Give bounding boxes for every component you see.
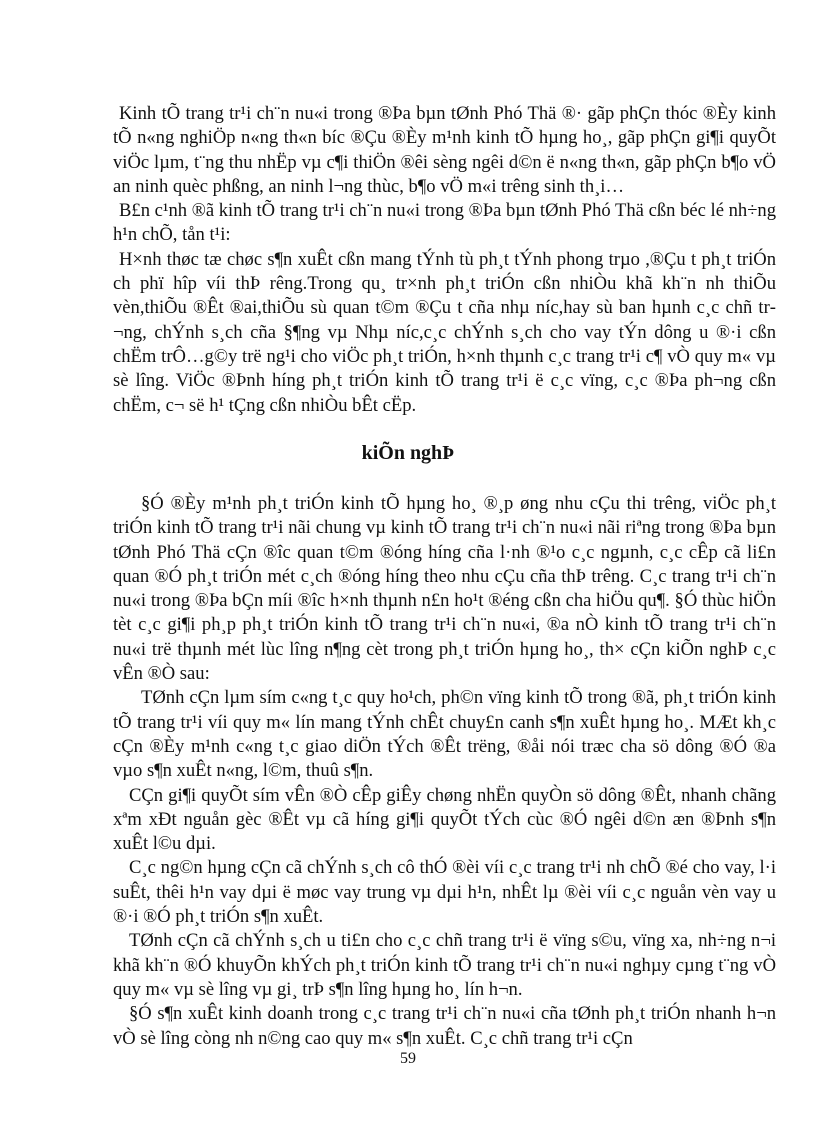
paragraph: CÇn gi¶i quyÕt sím vÊn ®Ò cÊp giÊy chøng nhËn quyÒn sö dông ®Êt, nhanh chãng xªm xÐt nguån gèc ®Êt vµ cã híng gi¶i quyÕt tÝch cùc ®Ó ngêi d©n æn ®Þnh s¶n xuÊt l©u dµi.: [113, 784, 776, 855]
paragraph: §Ó s¶n xuÊt kinh doanh trong c¸c trang tr¹i ch¨n nu«i cña tØnh ph¸t triÓn nhanh h¬n vÒ sè lîng còng nh n©ng cao quy m« s¶n xuÊt. C¸c chñ trang tr¹i cÇn: [113, 1003, 776, 1049]
section-intro: [113, 102, 776, 418]
section-heading: kiÕn nghÞ: [361, 442, 455, 464]
page-number: 59: [400, 1050, 416, 1067]
paragraph: C¸c ng©n hµng cÇn cã chÝnh s¸ch cô thÓ ®èi víi c¸c trang tr¹i nh chÕ ®é cho vay, l·i suÊt, thêi h¹n vay dµi ë møc vay trung vµ dµi h¹n, nhÊt lµ ®èi víi c¸c nguån vèn vay u ®·i ®Ó ph¸t triÓn s¶n xuÊt.: [113, 857, 776, 928]
paragraph: Kinh tÕ trang tr¹i ch¨n nu«i trong ®Þa bµn tØnh Phó Thä ®· gãp phÇn thóc ®Èy kinh tÕ n«ng nghiÖp n«ng th«n bíc ®Çu ®Èy m¹nh kinh tÕ hµng ho¸, gãp phÇn gi¶i quyÕt viÖc lµm, t¨ng thu nhËp vµ c¶i thiÖn ®êi sèng ngêi d©n ë n«ng th«n, gãp phÇn b¶o vÖ an ninh quèc phßng, an ninh l¬ng thùc, b¶o vÖ m«i trêng sinh th¸i…: [113, 103, 776, 197]
paragraph: TØnh cÇn cã chÝnh s¸ch u ti£n cho c¸c chñ trang tr¹i ë vïng s©u, vïng xa, nh÷ng n¬i khã kh¨n ®Ó khuyÕn khÝch ph¸t triÓn kinh tÕ trang tr¹i ch¨n nu«i nghµy cµng t¨ng vÒ quy m« vµ sè lîng vµ gi¸ trÞ s¶n lîng hµng ho¸ lín h¬n.: [113, 930, 776, 1000]
paragraph: TØnh cÇn lµm sím c«ng t¸c quy ho¹ch, ph©n vïng kinh tÕ trong ®ã, ph¸t triÓn kinh tÕ trang tr¹i víi quy m« lín mang tÝnh chÊt chuy£n canh s¶n xuÊt hµng ho¸. MÆt kh¸c cÇn ®Èy m¹nh c«ng t¸c giao diÖn tÝch ®Êt trëng, ®åi nói træc cha sö dông ®Ó ®a vµo s¶n xuÊt n«ng, l©m, thuû s¶n.: [113, 687, 776, 782]
section-recommendations: [113, 492, 776, 1051]
paragraph: B£n c¹nh ®ã kinh tÕ trang tr¹i ch¨n nu«i trong ®Þa bµn tØnh Phó Thä cßn béc lé nh÷ng h¹n chÕ, tån t¹i:: [113, 200, 776, 246]
paragraph: H×nh thøc tæ chøc s¶n xuÊt cßn mang tÝnh tù ph¸t tÝnh phong trµo ,®Çu t ph¸t triÓn ch phï hîp víi thÞ rêng.Trong qu¸ tr×nh ph¸t triÓn cßn nhiÒu khã kh¨n nh thiÕu vèn,thiÕu ®Êt ®ai,thiÕu sù quan t©m ®Çu t cña nhµ níc,hay sù ban hµnh c¸c chñ tr¬ng, chÝnh s¸ch cña §¶ng vµ Nhµ níc,c¸c chÝnh s¸ch cho vay tÝn dông u ®·i cßn chËm trÔ…g©y trë ng¹i cho viÖc ph¸t triÓn, h×nh thµnh c¸c trang tr¹i c¶ vÒ quy m« vµ sè lîng. ViÖc ®Þnh híng ph¸t triÓn kinh tÕ trang tr¹i ë c¸c vïng, c¸c ®Þa ph¬ng cßn chËm, c¬ së h¹ tÇng cßn nhiÒu bÊt cËp.: [113, 248, 776, 416]
paragraph: §Ó ®Èy m¹nh ph¸t triÓn kinh tÕ hµng ho¸ ®¸p øng nhu cÇu thi trêng, viÖc ph¸t triÓn kinh tÕ trang tr¹i nãi chung vµ kinh tÕ trang tr¹i ch¨n nu«i nãi riªng trong ®Þa bµn tØnh Phó Thä cÇn ®îc quan t©m ®óng híng cña l·nh ®¹o c¸c ngµnh, c¸c cÊp cã li£n quan ®Ó ph¸t triÓn mét c¸ch ®óng híng theo nhu cÇu cña thÞ trêng. C¸c trang tr¹i ch¨n nu«i trong ®Þa bÇn míi ®îc h×nh thµnh n£n ho¹t ®éng cßn cha hiÖu qu¶. §Ó thùc hiÖn tèt c¸c gi¶i ph¸p ph¸t triÓn kinh tÕ trang tr¹i ch¨n nu«i, ®a nÒ kinh tÕ trang tr¹i ch¨n nu«i trë thµnh mét lùc lîng n¶ng cèt trong ph¸t triÓn hµng ho¸, th× cÇn kiÕn nghÞ c¸c vÊn ®Ò sau:: [113, 493, 776, 685]
